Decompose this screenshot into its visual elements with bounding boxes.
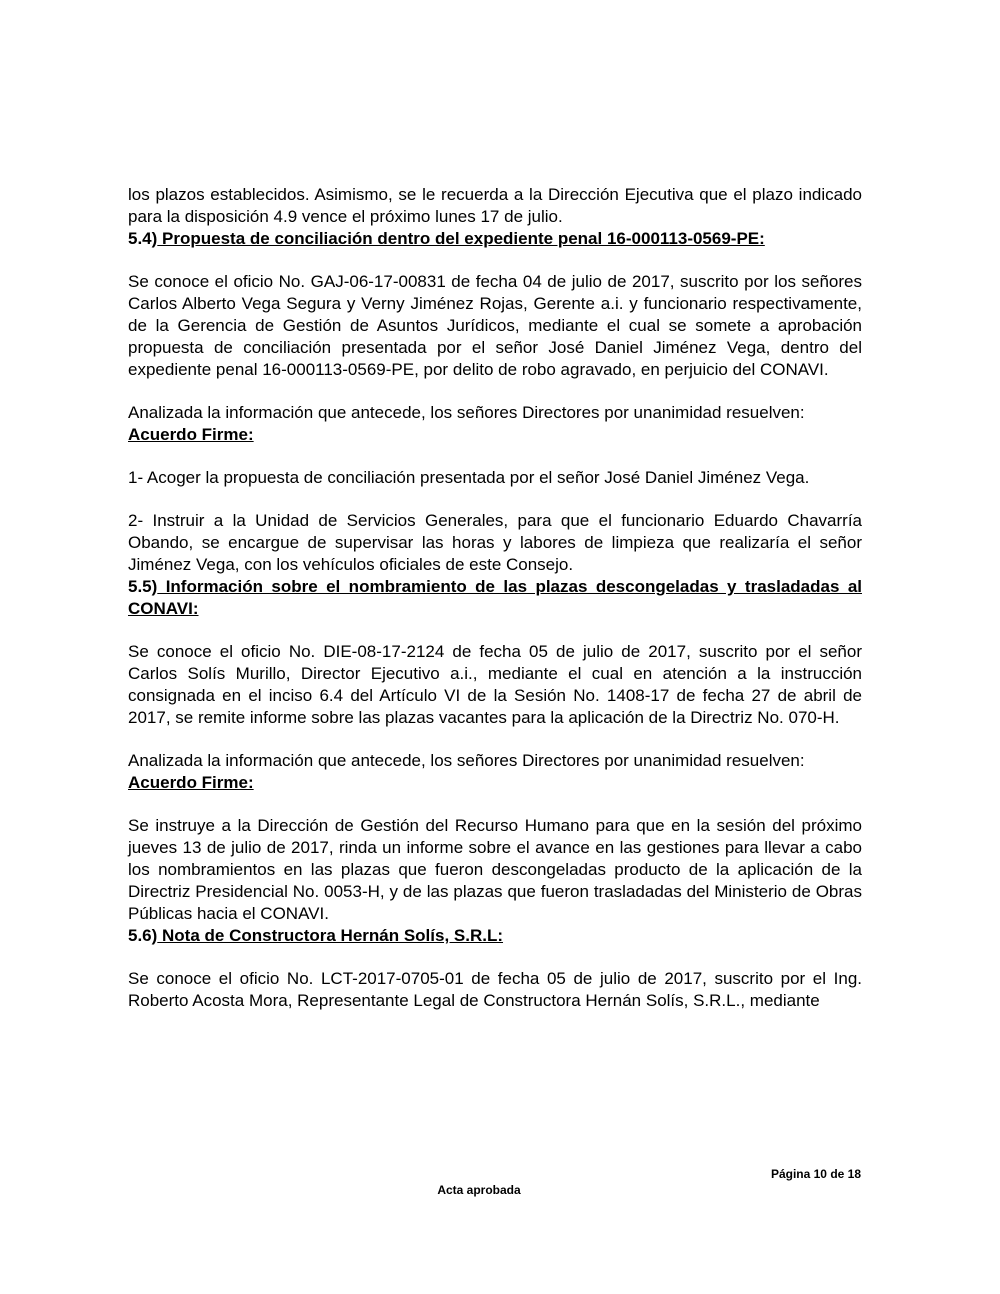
document-body [128, 184, 862, 1012]
section-number: 5.4) [128, 229, 158, 248]
paragraph-analizada-2: Analizada la información que antecede, los señores Directores por unanimidad resuelven: [128, 751, 805, 770]
section-heading-5-6 [128, 925, 862, 947]
paragraph-plazos: los plazos establecidos. Asimismo, se le recuerda a la Dirección Ejecutiva que el plazo indicado para la disposición 4.9 vence el próximo lunes 17 de julio. [128, 185, 862, 226]
acuerdo-firme-heading: Acuerdo Firme: [128, 773, 254, 792]
paragraph-acuerdo-2: 2- Instruir a la Unidad de Servicios Generales, para que el funcionario Eduardo Chavarría Obando, se encargue de supervisar las horas y labores de limpieza que realizaría el señor Jiménez Vega, con los vehículos oficiales de este Consejo. [128, 511, 862, 574]
section-heading-5-4 [128, 228, 862, 250]
paragraph-acuerdo-1: 1- Acoger la propuesta de conciliación presentada por el señor José Daniel Jiménez Vega. [128, 468, 810, 487]
paragraph-oficio-lct: Se conoce el oficio No. LCT-2017-0705-01 de fecha 05 de julio de 2017, suscrito por el Ing. Roberto Acosta Mora, Representante Legal de Constructora Hernán Solís, S.R.L., mediante [128, 969, 862, 1010]
section-number: 5.5) [128, 577, 158, 596]
acuerdo-firme-heading: Acuerdo Firme: [128, 425, 254, 444]
section-title: Nota de Constructora Hernán Solís, S.R.L: [157, 926, 504, 945]
paragraph-instruye: Se instruye a la Dirección de Gestión del Recurso Humano para que en la sesión del próximo jueves 13 de julio de 2017, rinda un informe sobre el avance en las gestiones para llevar a cabo los nombramientos en las plazas que fueron descongeladas producto de la aplicación de la Directriz Presidencial No. 0053-H, y de las plazas que fueron trasladadas del Ministerio de Obras Públicas hacia el CONAVI. [128, 816, 862, 923]
paragraph-oficio-gaj: Se conoce el oficio No. GAJ-06-17-00831 de fecha 04 de julio de 2017, suscrito por los señores Carlos Alberto Vega Segura y Verny Jiménez Rojas, Gerente a.i. y funcionario respectivamente, de la Gerencia de Gestión de Asuntos Jurídicos, mediante el cual se somete a aprobación propuesta de conciliación presentada por el señor José Daniel Jiménez Vega, dentro del expediente penal 16-000113-0569-PE, por delito de robo agravado, en perjuicio del CONAVI. [128, 272, 862, 379]
footer-acta-status: Acta aprobada [437, 1183, 521, 1197]
section-heading-5-5 [128, 576, 862, 620]
paragraph-oficio-die: Se conoce el oficio No. DIE-08-17-2124 de fecha 05 de julio de 2017, suscrito por el señor Carlos Solís Murillo, Director Ejecutivo a.i., mediante el cual en atención a la instrucción consignada en el inciso 6.4 del Artículo VI de la Sesión No. 1408-17 de fecha 27 de abril de 2017, se remite informe sobre las plazas vacantes para la aplicación de la Directriz No. 070-H. [128, 642, 862, 727]
page-number: Página 10 de 18 [770, 1167, 861, 1181]
paragraph-analizada-1: Analizada la información que antecede, los señores Directores por unanimidad resuelven: [128, 403, 805, 422]
section-number: 5.6) [128, 926, 158, 945]
section-title: Información sobre el nombramiento de las plazas descongeladas y trasladadas al CONAVI: [128, 577, 862, 618]
section-title: Propuesta de conciliación dentro del expediente penal 16-000113-0569-PE: [157, 229, 765, 248]
